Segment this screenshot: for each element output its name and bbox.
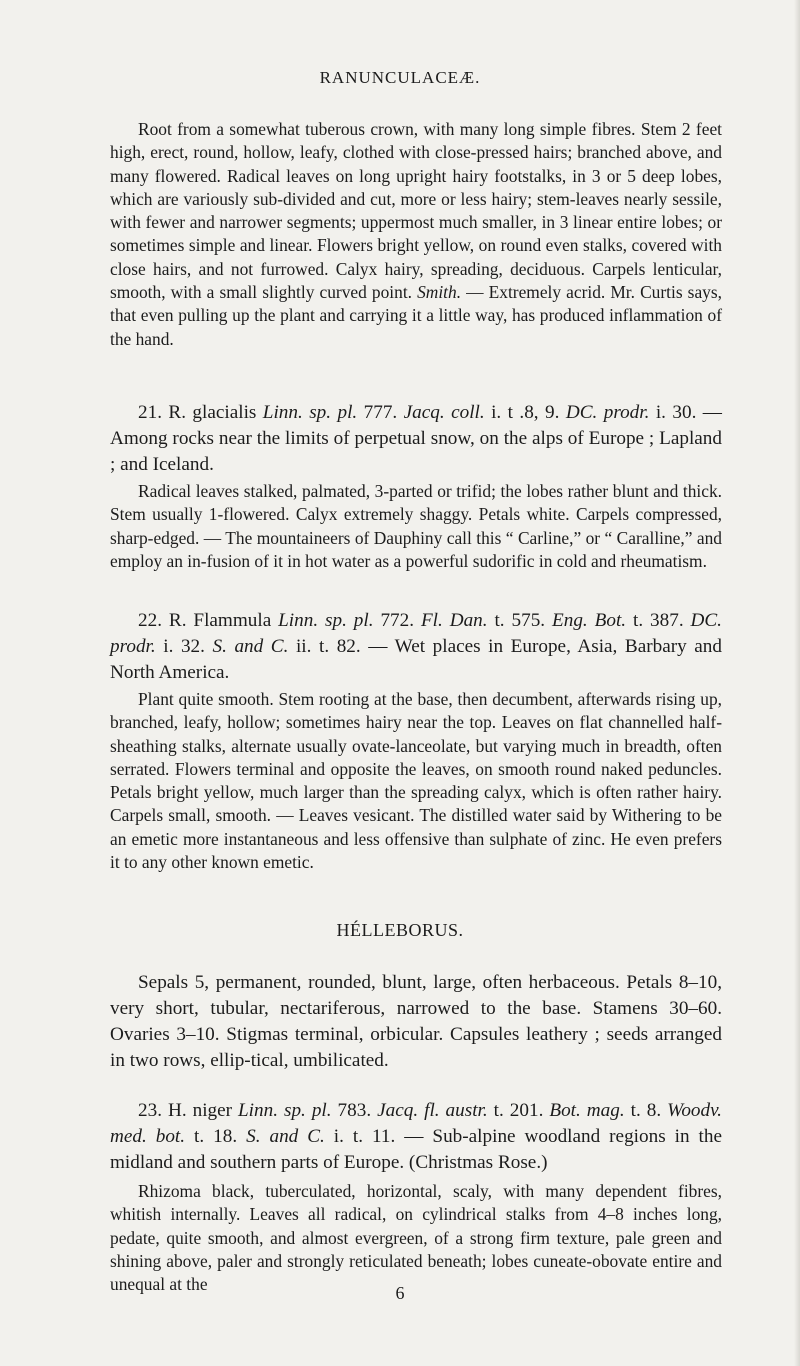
species-description-22: Plant quite smooth. Stem rooting at the base, then decumbent, afterwards rising up, branched, leafy, hollow; sometimes hairy near the top. Leaves on flat channelled half-sheathing stalks, alternate usually ovate-lanceolate, but varying much in breadth, often serrated. Flowers terminal and opposite the leaves, on smooth round naked peduncles. Petals bright yellow, much larger than the spreading calyx, which is often rather hairy. Carpels small, smooth. — Leaves vesicant. The distilled water said by Withering to be an emetic more instantaneous and less offensive than sulphate of zinc. He even prefers it to any other known emetic. [110,689,722,873]
genus-heading: HÉLLEBORUS. [336,920,464,940]
species-entry-23: 23. H. niger Linn. sp. pl. 783. Jacq. fl. austr. t. 201. Bot. mag. t. 8. Woodv. med. bot. t. 18. S. and C. i. t. 11. — Sub-alpine woodland regions in the midland and southern parts of Europe. (Christmas Rose.) [110,1100,722,1173]
page-number: 6 [395,1283,405,1303]
species-description-23: Rhizoma black, tuberculated, horizontal, scaly, with many dependent fibres, whitish internally. Leaves all radical, on cylindrical stalks from 4–8 inches long, pedate, quite smooth, and almost evergreen, of a strong firm texture, pale green and shining above, paler and strongly reticulated beneath; lobes cuneate-obovate entire and unequal at the [110,1181,722,1295]
genus-description: Sepals 5, permanent, rounded, blunt, large, often herbaceous. Petals 8–10, very short, tubular, nectariferous, narrowed to the base. Stamens 30–60. Ovaries 3–10. Stigmas terminal, orbicular. Capsules leathery ; seeds arranged in two rows, ellip-tical, umbilicated. [110,972,722,1071]
description-paragraph: Root from a somewhat tuberous crown, with many long simple fibres. Stem 2 feet high, erect, round, hollow, leafy, clothed with close-pressed hairs; branched above, and many flowered. Radical leaves on long upright hairy footstalks, in 3 or 5 deep lobes, which are variously sub-divided and cut, more or less hairy; stem-leaves nearly sessile, with fewer and narrower segments; uppermost much smaller, in 3 linear entire lobes; or sometimes simple and linear. Flowers bright yellow, on round even stalks, covered with close hairs, and not furrowed. Calyx hairy, spreading, deciduous. Carpels lenticular, smooth, with a small slightly curved point. Smith. — Extremely acrid. Mr. Curtis says, that even pulling up the plant and carrying it a little way, has produced inflammation of the hand. [110,119,722,349]
running-header: RANUNCULACEÆ. [319,68,481,87]
species-description-21: Radical leaves stalked, palmated, 3-parted or trifid; the lobes rather blunt and thick. Stem usually 1-flowered. Calyx extremely shaggy. Petals white. Carpels compressed, sharp-edged. — The mountaineers of Dauphiny call this “ Carline,” or “ Caralline,” and employ an in-fusion of it in hot water as a powerful sudorific in cold and rheumatism. [110,481,722,571]
species-entry-22: 22. R. Flammula Linn. sp. pl. 772. Fl. Dan. t. 575. Eng. Bot. t. 387. DC. prodr. i. 32. S. and C. ii. t. 82. — Wet places in Europe, Asia, Barbary and North America. [110,610,722,683]
page-edge [794,0,800,1366]
species-entry-21: 21. R. glacialis Linn. sp. pl. 777. Jacq. coll. i. t .8, 9. DC. prodr. i. 30. — Among rocks near the limits of perpetual snow, on the alps of Europe ; Lapland ; and Iceland. [110,402,722,475]
